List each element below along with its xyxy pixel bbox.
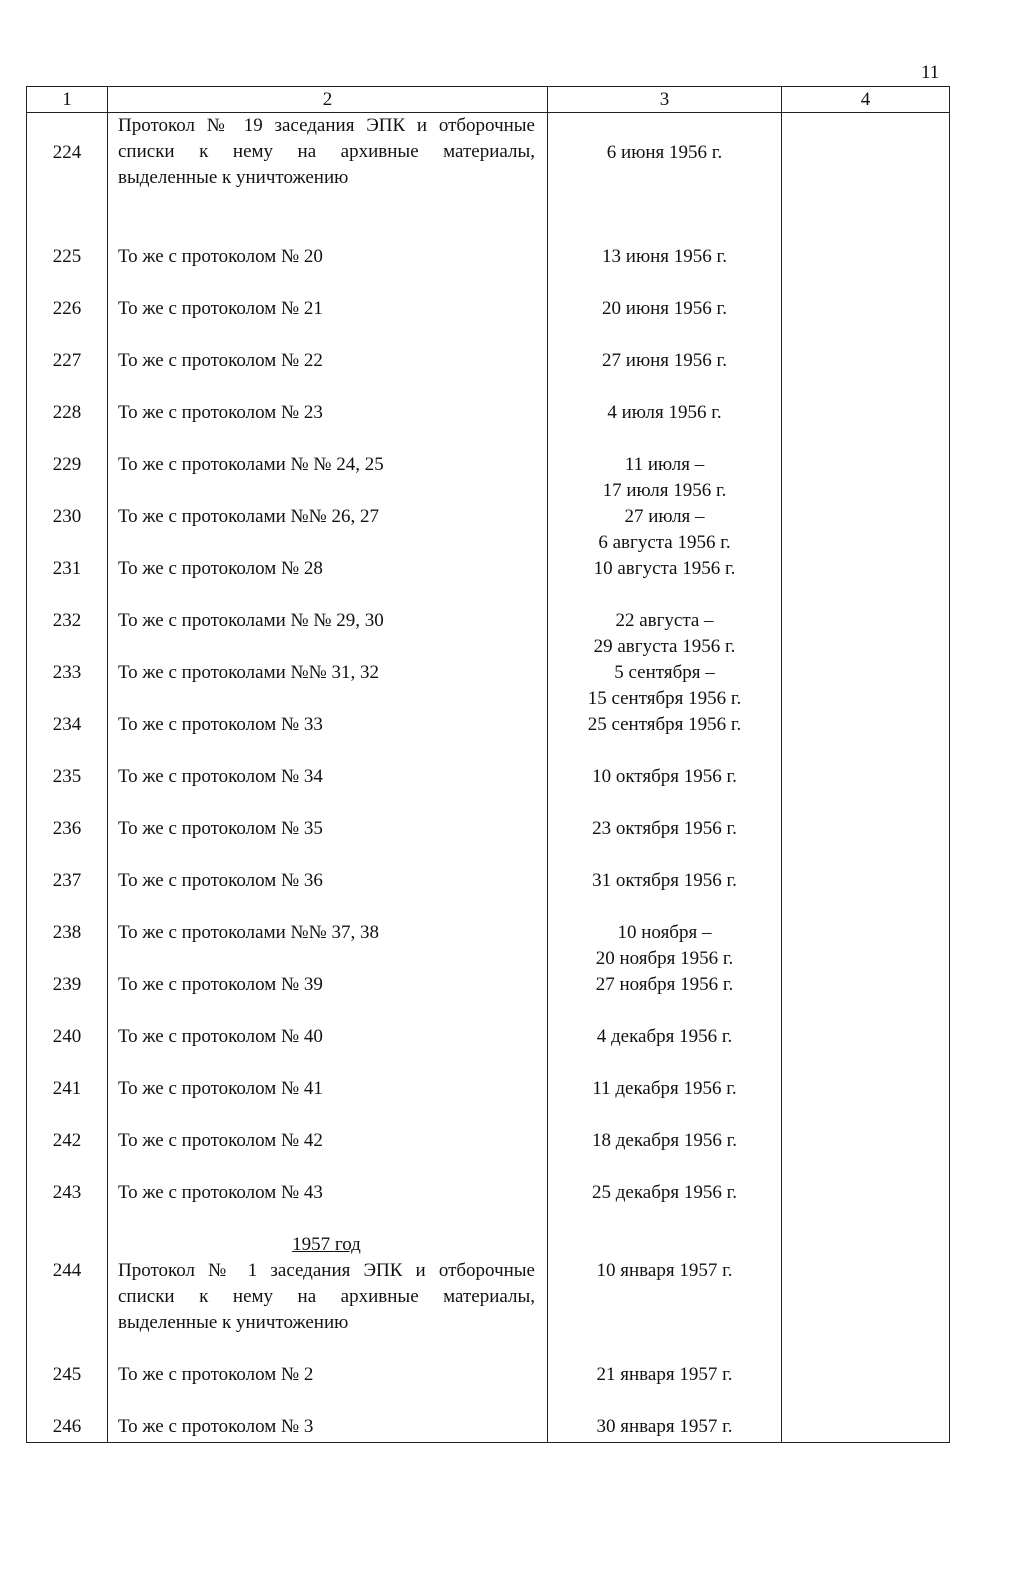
row-note	[782, 868, 950, 920]
row-description	[108, 1232, 548, 1362]
page-number: 11	[921, 62, 940, 83]
row-date: 13 июня 1956 г.	[548, 244, 782, 296]
row-number: 246	[27, 1414, 108, 1443]
row-date	[548, 1232, 782, 1362]
row-number: 225	[27, 244, 108, 296]
row-number: 242	[27, 1128, 108, 1180]
row-description: То же с протоколом № 39	[108, 972, 548, 1024]
row-number: 232	[27, 608, 108, 660]
row-date: 23 октября 1956 г.	[548, 816, 782, 868]
table-row	[27, 868, 950, 920]
row-description: То же с протоколом № 2	[108, 1362, 548, 1414]
row-number: 227	[27, 348, 108, 400]
row-note	[782, 972, 950, 1024]
table-row	[27, 296, 950, 348]
table-row	[27, 1076, 950, 1128]
row-note	[782, 400, 950, 452]
row-number: 243	[27, 1180, 108, 1232]
row-note	[782, 244, 950, 296]
row-description: То же с протоколами №№ 26, 27	[108, 504, 548, 556]
archive-inventory-table	[26, 86, 950, 1443]
row-number: 234	[27, 712, 108, 764]
row-date: 18 декабря 1956 г.	[548, 1128, 782, 1180]
table-row	[27, 1362, 950, 1414]
row-description: То же с протоколом № 28	[108, 556, 548, 608]
row-date: 11 декабря 1956 г.	[548, 1076, 782, 1128]
row-date: 25 декабря 1956 г.	[548, 1180, 782, 1232]
row-date: 10 ноября – 20 ноября 1956 г.	[548, 920, 782, 972]
row-date: 10 августа 1956 г.	[548, 556, 782, 608]
row-description: То же с протоколом № 34	[108, 764, 548, 816]
row-description: То же с протоколом № 36	[108, 868, 548, 920]
column-header-title: 2	[108, 87, 548, 113]
table-row	[27, 972, 950, 1024]
table-header-row	[27, 87, 950, 113]
row-note	[782, 504, 950, 556]
row-description: То же с протоколом № 23	[108, 400, 548, 452]
row-date: 31 октября 1956 г.	[548, 868, 782, 920]
row-note	[782, 113, 950, 245]
table-row	[27, 1128, 950, 1180]
row-date: 27 июня 1956 г.	[548, 348, 782, 400]
row-number: 231	[27, 556, 108, 608]
row-note	[782, 1024, 950, 1076]
row-number-value: 244	[52, 1260, 82, 1281]
row-note	[782, 816, 950, 868]
row-date: 30 января 1957 г.	[548, 1414, 782, 1443]
row-note	[782, 1362, 950, 1414]
row-description: То же с протоколами №№ 37, 38	[108, 920, 548, 972]
table-row	[27, 1024, 950, 1076]
row-number: 228	[27, 400, 108, 452]
table-row	[27, 1180, 950, 1232]
row-description: То же с протоколом № 41	[108, 1076, 548, 1128]
table-row	[27, 400, 950, 452]
row-number: 235	[27, 764, 108, 816]
column-header-notes: 4	[782, 87, 950, 113]
row-note	[782, 712, 950, 764]
row-date: 6 июня 1956 г.	[548, 113, 782, 245]
row-note	[782, 1180, 950, 1232]
column-header-number: 1	[27, 87, 108, 113]
table-row	[27, 764, 950, 816]
row-date: 27 июля – 6 августа 1956 г.	[548, 504, 782, 556]
row-number: 230	[27, 504, 108, 556]
year-heading: 1957 год	[292, 1234, 361, 1255]
row-number: 239	[27, 972, 108, 1024]
table-row	[27, 608, 950, 660]
row-number: 238	[27, 920, 108, 972]
row-date: 11 июля – 17 июля 1956 г.	[548, 452, 782, 504]
row-number: 240	[27, 1024, 108, 1076]
row-description: То же с протоколом № 43	[108, 1180, 548, 1232]
row-note	[782, 920, 950, 972]
row-number: 229	[27, 452, 108, 504]
row-note	[782, 348, 950, 400]
row-description: То же с протоколами № № 29, 30	[108, 608, 548, 660]
row-note	[782, 1232, 950, 1362]
row-number: 224	[27, 113, 108, 245]
row-note	[782, 296, 950, 348]
row-note	[782, 1414, 950, 1443]
table-row	[27, 113, 950, 245]
row-note	[782, 1076, 950, 1128]
column-header-date: 3	[548, 87, 782, 113]
row-description: То же с протоколом № 42	[108, 1128, 548, 1180]
row-note	[782, 608, 950, 660]
table-row	[27, 816, 950, 868]
row-note	[782, 764, 950, 816]
row-note	[782, 556, 950, 608]
table-row	[27, 504, 950, 556]
row-date: 25 сентября 1956 г.	[548, 712, 782, 764]
row-date: 4 декабря 1956 г.	[548, 1024, 782, 1076]
row-description: То же с протоколом № 21	[108, 296, 548, 348]
row-number: 237	[27, 868, 108, 920]
row-date: 27 ноября 1956 г.	[548, 972, 782, 1024]
row-note	[782, 660, 950, 712]
row-description: То же с протоколом № 20	[108, 244, 548, 296]
row-description-text: Протокол № 1 заседания ЭПК и отборочные списки к нему на архивные материалы, выделенные к уничтожению	[118, 1260, 535, 1333]
table-row	[27, 244, 950, 296]
table-row	[27, 1414, 950, 1443]
table-row	[27, 660, 950, 712]
row-date: 21 января 1957 г.	[548, 1362, 782, 1414]
row-date: 4 июля 1956 г.	[548, 400, 782, 452]
row-number: 236	[27, 816, 108, 868]
row-date: 10 октября 1956 г.	[548, 764, 782, 816]
table-row	[27, 556, 950, 608]
table-row	[27, 920, 950, 972]
row-date: 5 сентября – 15 сентября 1956 г.	[548, 660, 782, 712]
table-row	[27, 1232, 950, 1362]
row-number: 233	[27, 660, 108, 712]
row-number: 245	[27, 1362, 108, 1414]
table-row	[27, 348, 950, 400]
row-note	[782, 1128, 950, 1180]
row-number: 226	[27, 296, 108, 348]
row-date: 22 августа – 29 августа 1956 г.	[548, 608, 782, 660]
row-description: То же с протоколами №№ 31, 32	[108, 660, 548, 712]
row-number	[27, 1232, 108, 1362]
row-description: То же с протоколом № 40	[108, 1024, 548, 1076]
table-row	[27, 712, 950, 764]
row-description: То же с протоколом № 22	[108, 348, 548, 400]
row-description: То же с протоколом № 35	[108, 816, 548, 868]
row-date: 20 июня 1956 г.	[548, 296, 782, 348]
row-number: 241	[27, 1076, 108, 1128]
row-note	[782, 452, 950, 504]
row-description: То же с протоколами № № 24, 25	[108, 452, 548, 504]
row-description: То же с протоколом № 33	[108, 712, 548, 764]
row-date-value: 10 января 1957 г.	[596, 1260, 733, 1281]
row-description: То же с протоколом № 3	[108, 1414, 548, 1443]
row-description: Протокол № 19 заседания ЭПК и отборочные списки к нему на архивные материалы, выделенные к уничтожению	[108, 113, 548, 245]
table-row	[27, 452, 950, 504]
